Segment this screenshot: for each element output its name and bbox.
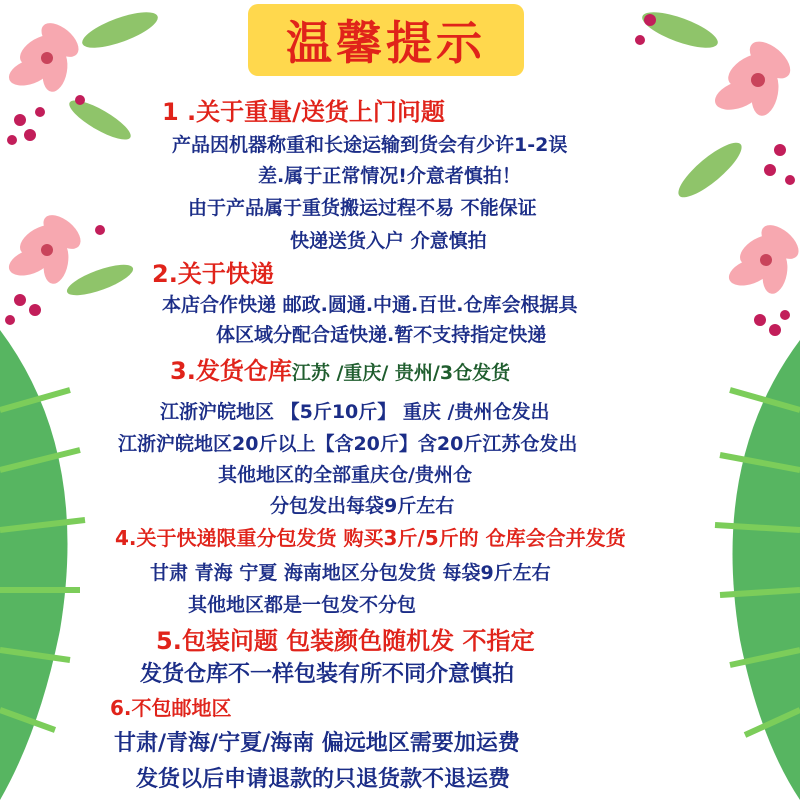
body-line: 甘肃 青海 宁夏 海南地区分包发货 每袋9斤左右 [150,562,551,584]
body-line: 其他地区都是一包发不分包 [188,594,417,616]
page-title: 温馨提示 [286,16,486,70]
section-heading: 6.不包邮地区 [110,696,232,720]
section-heading-row [170,351,510,386]
body-line: 江浙沪皖地区 【5斤10斤】 重庆 /贵州仓发出 [160,401,550,423]
section-heading: 2.关于快递 [152,260,274,288]
body-line: 其他地区的全部重庆仓/贵州仓 [218,464,472,486]
body-line: 本店合作快递 邮政.圆通.中通.百世.仓库会根据具 [162,294,578,316]
body-line: 江浙沪皖地区20斤以上【含20斤】含20斤江苏仓发出 [118,433,578,455]
body-line: 由于产品属于重货搬运过程不易 不能保证 [188,197,537,219]
palm-leaf-icon [670,340,800,800]
section-heading: 3.发货仓库 [170,357,292,385]
body-line: 发货仓库不一样包装有所不同介意慎拍 [140,662,515,687]
body-line: 差.属于正常情况!介意者慎拍！ [258,165,521,187]
title-banner [248,4,524,76]
flower-cluster-icon [620,0,800,230]
section-heading: 1 .关于重量/送货上门问题 [162,98,445,126]
palm-leaf-icon [0,330,130,800]
body-line: 分包发出每袋9斤左右 [270,495,455,517]
body-line: 甘肃/青海/宁夏/海南 偏远地区需要加运费 [114,731,520,756]
body-line: 快递送货入户 介意慎拍 [290,230,487,252]
body-line: 发货以后申请退款的只退货款不退运费 [136,767,511,792]
section-heading-tail: 江苏 /重庆/ 贵州/3仓发货 [291,362,511,384]
flower-cluster-icon [690,200,800,360]
body-line: 产品因机器称重和长途运输到货会有少许1-2误 [172,134,568,156]
body-line: 体区域分配合适快递.暂不支持指定快递 [216,324,547,346]
section-heading: 5.包装问题 包装颜色随机发 不指定 [156,627,535,655]
section-heading: 4.关于快递限重分包发货 购买3斤/5斤的 仓库会合并发货 [115,526,626,550]
flower-cluster-icon [0,190,150,340]
